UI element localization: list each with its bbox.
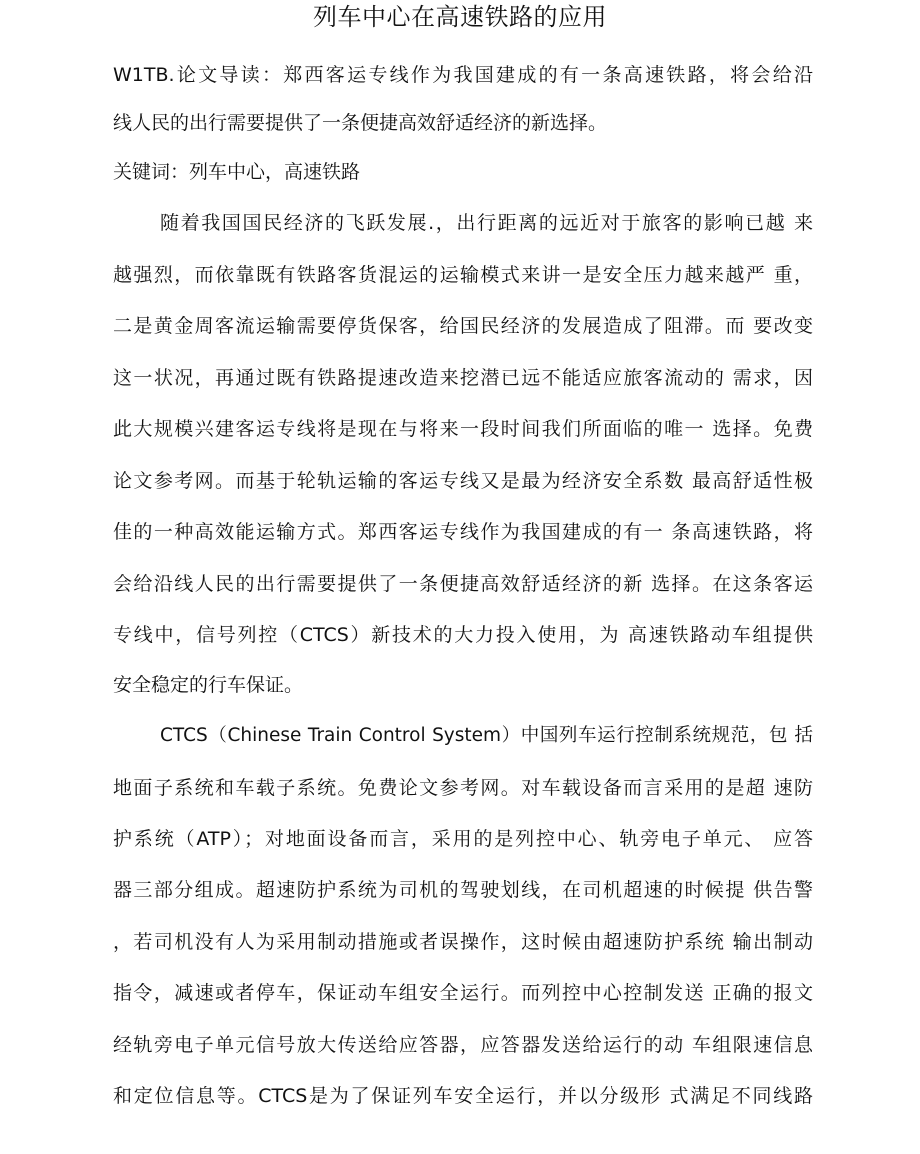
abstract-line: W1TB.论文导读：郑西客运专线作为我国建成的有一条高速铁路，将会给沿 (113, 64, 813, 86)
paragraph-line: ，若司机没有人为采用制动措施或者误操作，这时候由超速防护系统 输出制动 (113, 931, 813, 953)
paragraph-line: 会给沿线人民的出行需要提供了一条便捷高效舒适经济的新 选择。在这条客运 (113, 573, 813, 595)
document-title: 列车中心在高速铁路的应用 (313, 3, 607, 31)
paragraph-line: 论文参考网。而基于轮轨运输的客运专线又是最为经济安全系数 最高舒适性极 (113, 470, 813, 492)
paragraph-line: 佳的一种高效能运输方式。郑西客运专线作为我国建成的有一 条高速铁路，将 (113, 521, 813, 543)
paragraph-line: 随着我国国民经济的飞跃发展.，出行距离的远近对于旅客的影响已越 来 (160, 212, 813, 234)
paragraph-line: 二是黄金周客流运输需要停货保客，给国民经济的发展造成了阻滞。而 要改变 (113, 315, 813, 337)
paragraph-line: 这一状况，再通过既有铁路提速改造来挖潜已远不能适应旅客流动的 需求，因 (113, 367, 813, 389)
keywords-line: 关键词：列车中心，高速铁路 (113, 161, 361, 183)
paragraph-line: 专线中，信号列控（CTCS）新技术的大力投入使用，为 高速铁路动车组提供 (113, 624, 813, 646)
paragraph-line: 此大规模兴建客运专线将是现在与将来一段时间我们所面临的唯一 选择。免费 (113, 418, 813, 440)
paragraph-line: 器三部分组成。超速防护系统为司机的驾驶划线，在司机超速的时候提 供告警 (113, 879, 813, 901)
paragraph-line: 指令，减速或者停车，保证动车组安全运行。而列控中心控制发送 正确的报文 (113, 982, 813, 1004)
paragraph-line: 地面子系统和车载子系统。免费论文参考网。对车载设备而言采用的是超 速防 (113, 777, 813, 799)
paragraph-line: 护系统（ATP）；对地面设备而言，采用的是列控中心、轨旁电子单元、 应答 (113, 828, 813, 850)
paragraph-line: 安全稳定的行车保证。 (113, 674, 304, 696)
paragraph-line: 经轨旁电子单元信号放大传送给应答器，应答器发送给运行的动 车组限速信息 (113, 1034, 813, 1056)
paragraph-line: CTCS（Chinese Train Control System）中国列车运行控制系统规范，包 括 (160, 725, 813, 746)
paragraph-line: 越强烈，而依靠既有铁路客货混运的运输模式来讲一是安全压力越来越严 重， (113, 264, 813, 286)
abstract-line: 线人民的出行需要提供了一条便捷高效舒适经济的新选择。 (113, 112, 608, 134)
paragraph-line: 和定位信息等。CTCS是为了保证列车安全运行，并以分级形 式满足不同线路 (113, 1085, 813, 1107)
